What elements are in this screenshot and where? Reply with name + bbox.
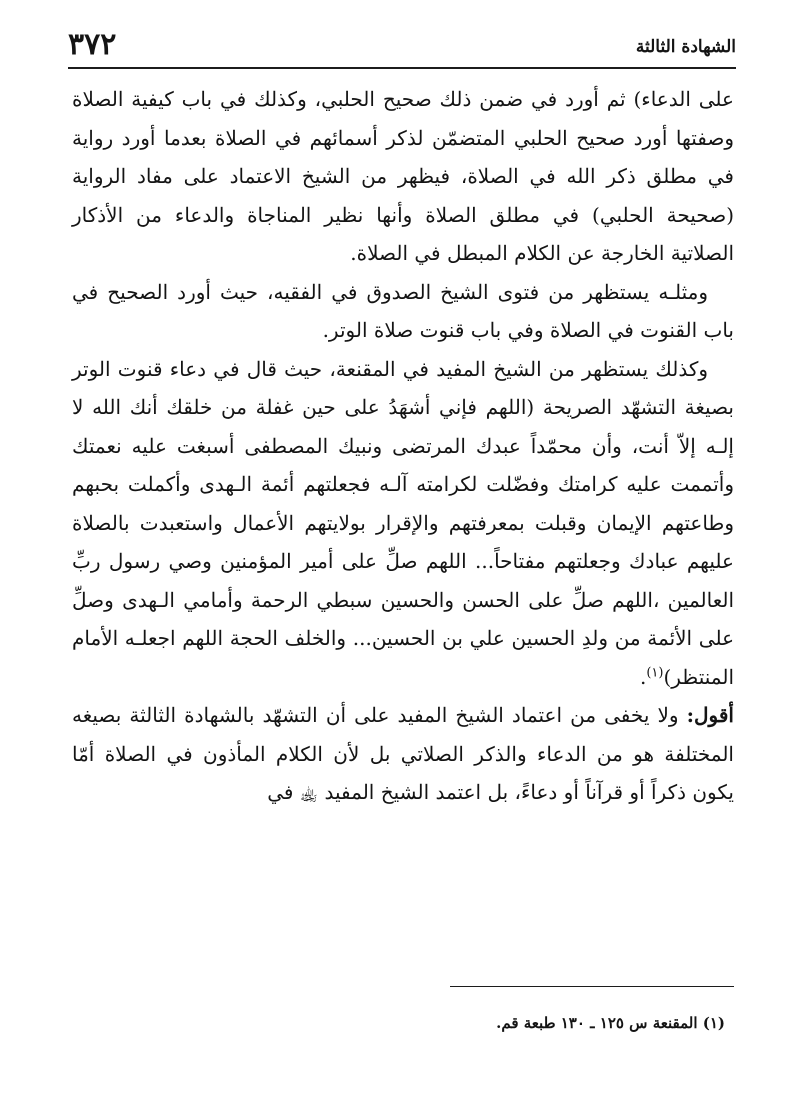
footnote-reference: (١) (646, 664, 664, 680)
paragraph-3 (72, 350, 734, 697)
paragraph-1-text: على الدعاء) ثم أورد في ضمن ذلك صحيح الحلبي، وكذلك في باب كيفية الصلاة وصفتها أورد صحيح الحلبي المتضمّن لذكر أسمائهم في الصلاة بعدما أورد رواية في مطلق ذكر الله في الصلاة، فيظهر من الشيخ الاعتماد على مفاد الرواية (صحيحة الحلبي) في مطلق الصلاة وأنها نظير المناجاة والدعاء من الأذكار الصلاتية الخارجة عن الكلام المبطل في الصلاة. (72, 87, 734, 265)
paragraph-2 (72, 273, 734, 350)
paragraph-4-text: ولا يخفى من اعتماد الشيخ المفيد على أن التشهّد بالشهادة الثالثة بصيغه المختلفة هو من الدعاء والذكر الصلاتي بل لأن الكلام المأذون في الصلاة أمّا يكون ذكراً أو قرآناً أو دعاءً، بل اعتمد الشيخ المفيد ﵀ في (72, 703, 734, 804)
footnote: (١) المقنعة س ١٢٥ ـ ١٣٠ طبعة قم. (496, 1014, 725, 1032)
paragraph-3-text: وكذلك يستظهر من الشيخ المفيد في المقنعة، حيث قال في دعاء قنوت الوتر بصيغة التشهّد الصريحة (اللهم فإني أشهَدُ على حين غفلة من خلقك أنك الله لا إلـه إلاّ أنت، وأن محمّداً عبدك المرتضى ونبيك المصطفى أسبغت عليه نعمتك وأتممت عليه كرامتك وفضّلت لكرامته آلـه فجعلتهم أئمة الـهدى وأكملت بحبهم وطاعتهم الإيمان وقبلت بمعرفتهم والإقرار بولايتهم الأعمال واستعبدت بالصلاة عليهم عبادك وجعلتهم مفتاحاً... اللهم صلِّ على أمير المؤمنين وصي رسول ربِّ العالمين ،اللهم صلِّ على الحسن والحسين سبطي الرحمة وأمامي الـهدى وصلِّ على الأئمة من ولدِ الحسين علي بن الحسين... والخلف الحجة اللهم اجعلـه الأمام المنتظر) (72, 356, 734, 689)
page-header (68, 26, 736, 66)
body-text (72, 80, 734, 812)
paragraph-2-text: ومثلـه يستظهر من فتوى الشيخ الصدوق في الفقيه، حيث أورد الصحيح في باب القنوت في الصلاة وفي باب قنوت صلاة الوتر. (72, 279, 734, 342)
running-title: الشهادة الثالثة (635, 37, 736, 57)
paragraph-1 (72, 80, 734, 273)
paragraph-4 (72, 696, 734, 812)
header-rule (68, 67, 736, 69)
paragraph-3-end: . (639, 664, 647, 689)
footnote-rule (450, 986, 734, 987)
paragraph-4-lead: أقول: (686, 703, 734, 727)
page-number: ٣٧٢ (68, 27, 117, 62)
